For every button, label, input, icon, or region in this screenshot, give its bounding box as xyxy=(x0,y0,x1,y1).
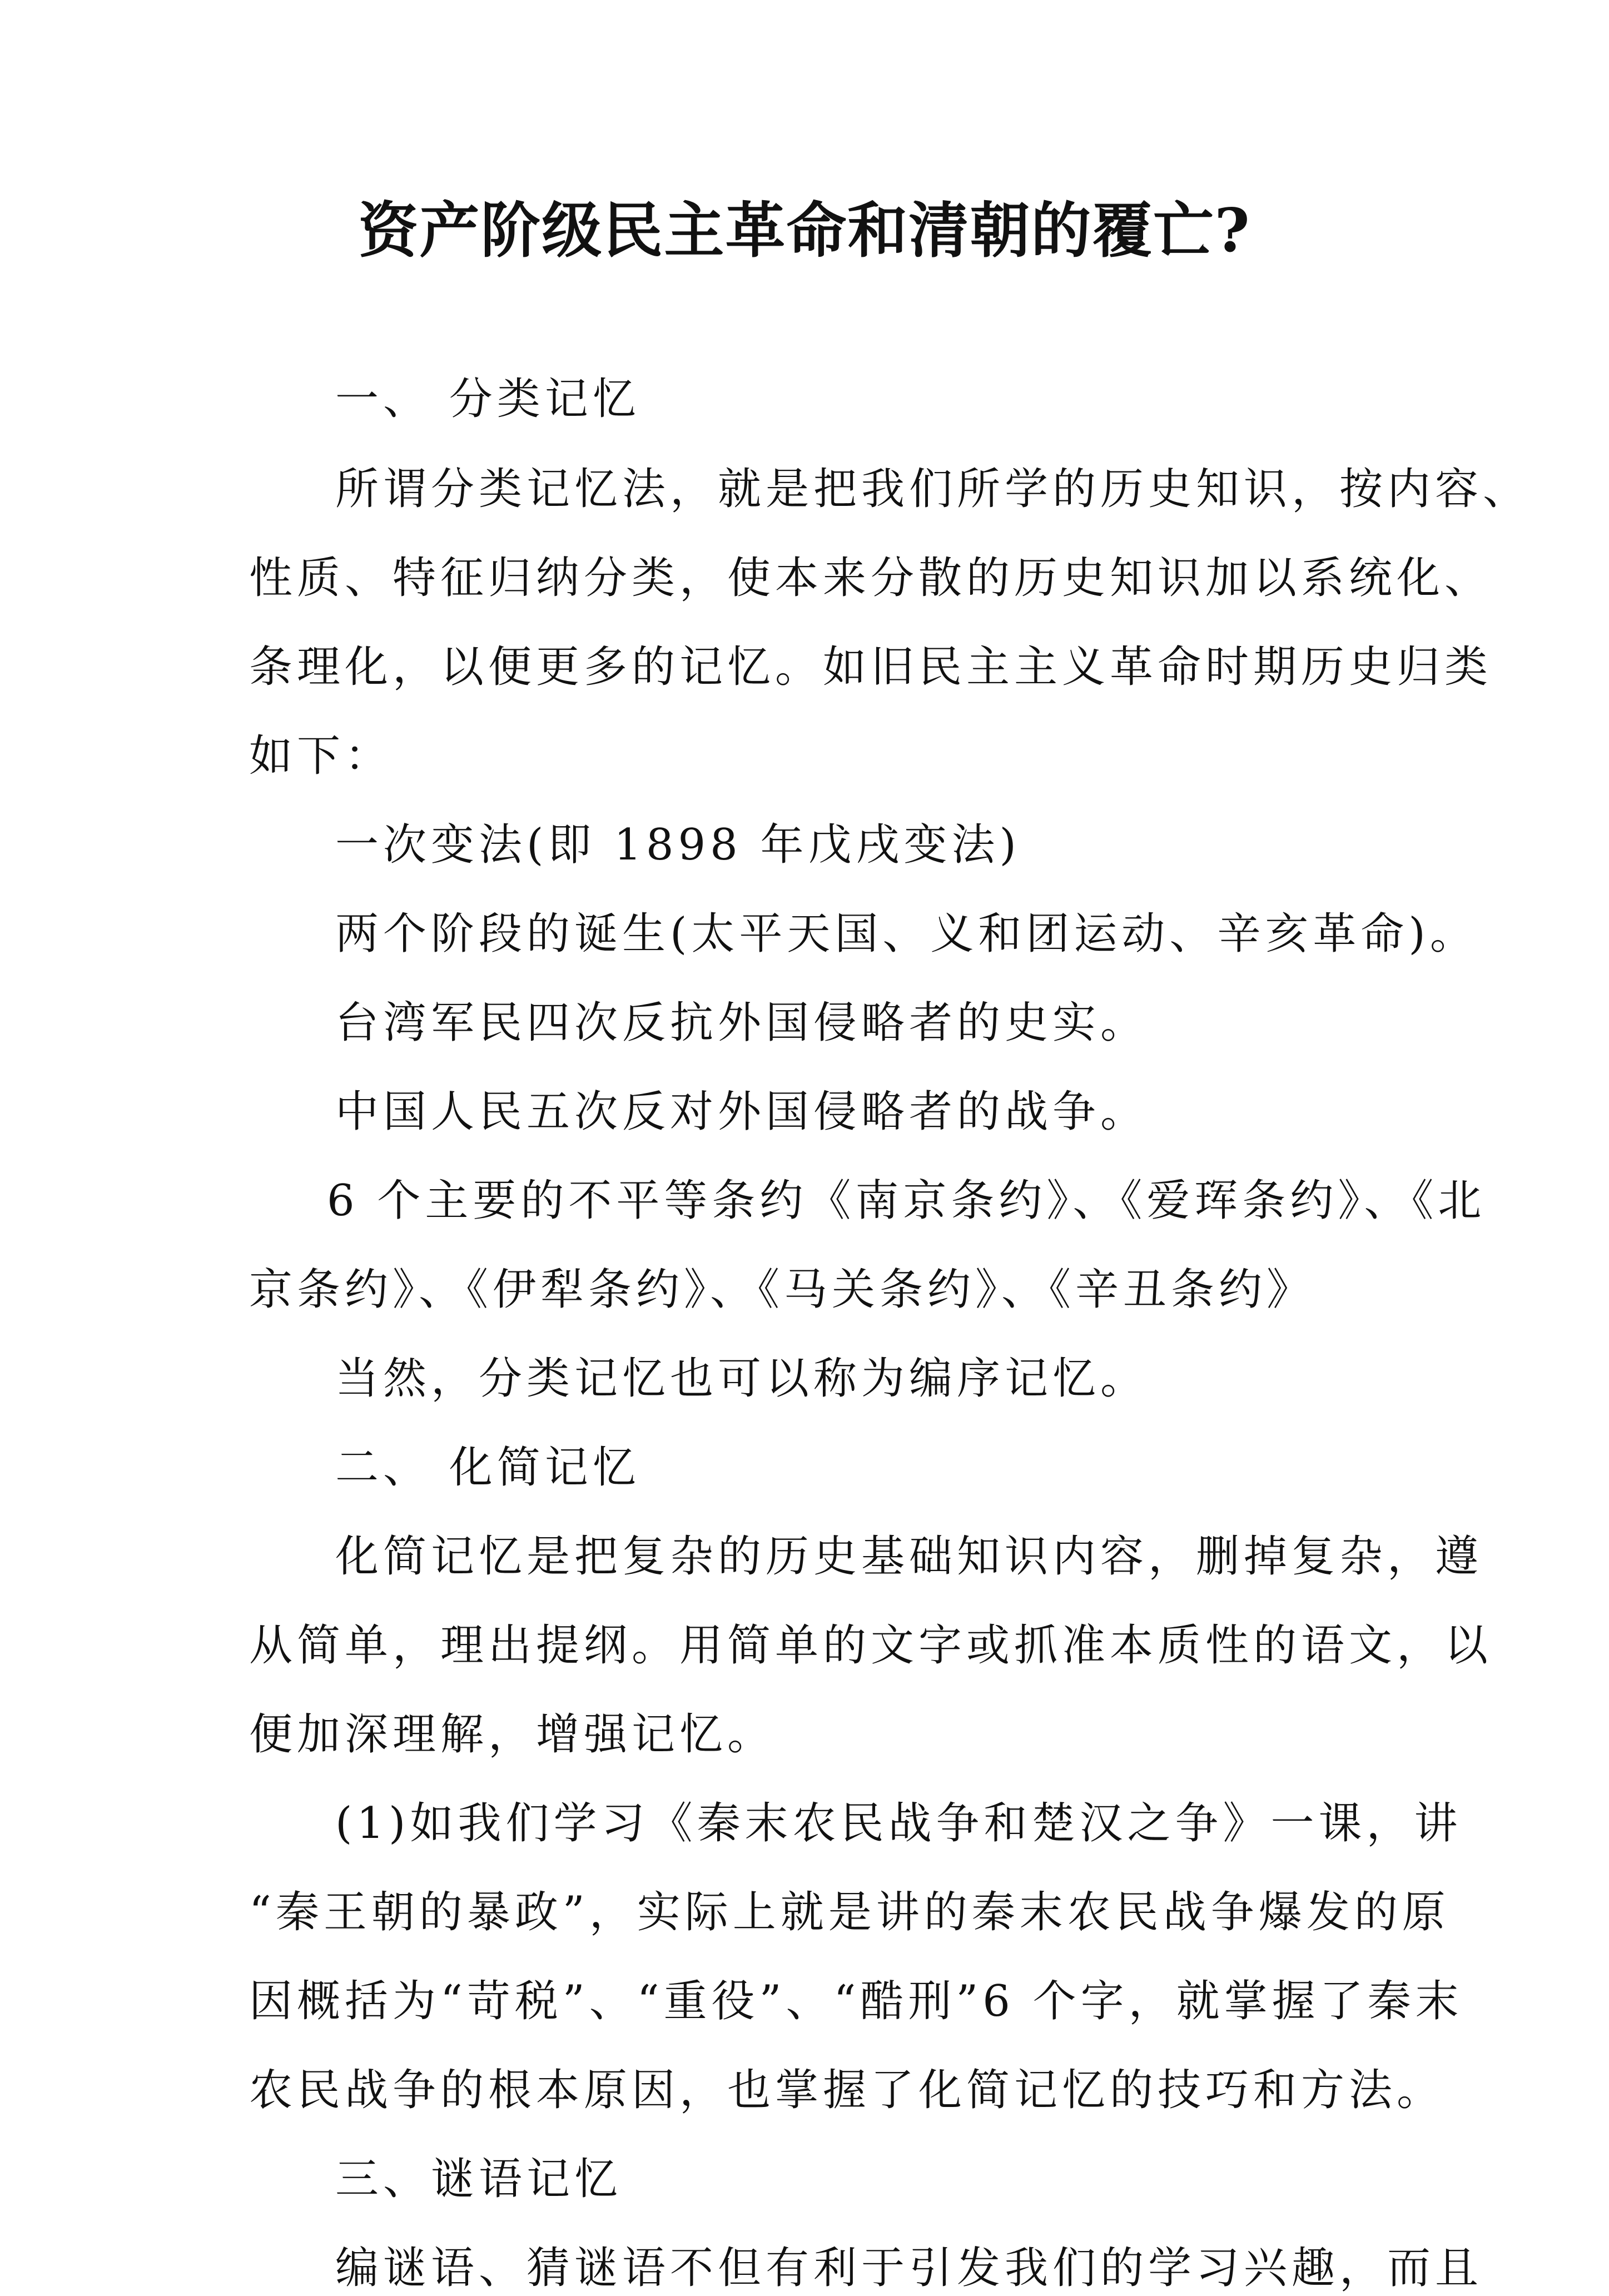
list-item: 中国人民五次反对外国侵略者的战争。 xyxy=(335,1087,1149,1137)
paragraph-line: 性质、特征归纳分类，使本来分散的历史知识加以系统化、 xyxy=(249,553,1493,603)
paragraph-line: 因概括为“苛税”、“重役”、“酷刑”6 个字，就掌握了秦末 xyxy=(249,1976,1463,2026)
list-item: 两个阶段的诞生(太平天国、义和团运动、辛亥革命)。 xyxy=(335,909,1478,959)
paragraph-line: “秦王朝的暴政”，实际上就是讲的秦末农民战争爆发的原 xyxy=(249,1887,1450,1937)
section-heading-2: 二、 化简记忆 xyxy=(335,1443,640,1493)
paragraph-line: 编谜语、猜谜语不但有利于引发我们的学习兴趣，而且 xyxy=(335,2243,1483,2293)
paragraph-line: 条理化，以便更多的记忆。如旧民主主义革命时期历史归类 xyxy=(249,642,1493,692)
page-title: 资产阶级民主革命和清朝的覆亡? xyxy=(358,196,1251,266)
paragraph-line: 农民战争的根本原因，也掌握了化简记忆的技巧和方法。 xyxy=(249,2065,1445,2115)
paragraph-line: 如下： xyxy=(249,731,393,781)
section-heading-3: 三、谜语记忆 xyxy=(335,2154,623,2204)
paragraph-line: (1)如我们学习《秦末农民战争和楚汉之争》一课，讲 xyxy=(335,1798,1462,1848)
paragraph-line: 从简单，理出提纲。用简单的文字或抓准本质性的语文，以 xyxy=(249,1621,1493,1671)
paragraph-line: 所谓分类记忆法，就是把我们所学的历史知识，按内容、 xyxy=(335,464,1531,514)
list-item: 台湾军民四次反抗外国侵略者的史实。 xyxy=(335,998,1149,1048)
paragraph-line: 京条约》、《伊犁条约》、《马关条约》、《辛丑条约》 xyxy=(249,1265,1315,1315)
section-heading-1: 一、 分类记忆 xyxy=(335,374,640,424)
list-item: 6 个主要的不平等条约《南京条约》、《爱珲条约》、《北 xyxy=(327,1176,1486,1226)
paragraph-line: 当然，分类记忆也可以称为编序记忆。 xyxy=(335,1354,1149,1404)
paragraph-line: 化简记忆是把复杂的历史基础知识内容，删掉复杂，遵 xyxy=(335,1532,1483,1582)
paragraph-line: 便加深理解，增强记忆。 xyxy=(249,1709,776,1760)
list-item: 一次变法(即 1898 年戊戌变法) xyxy=(335,820,1021,870)
